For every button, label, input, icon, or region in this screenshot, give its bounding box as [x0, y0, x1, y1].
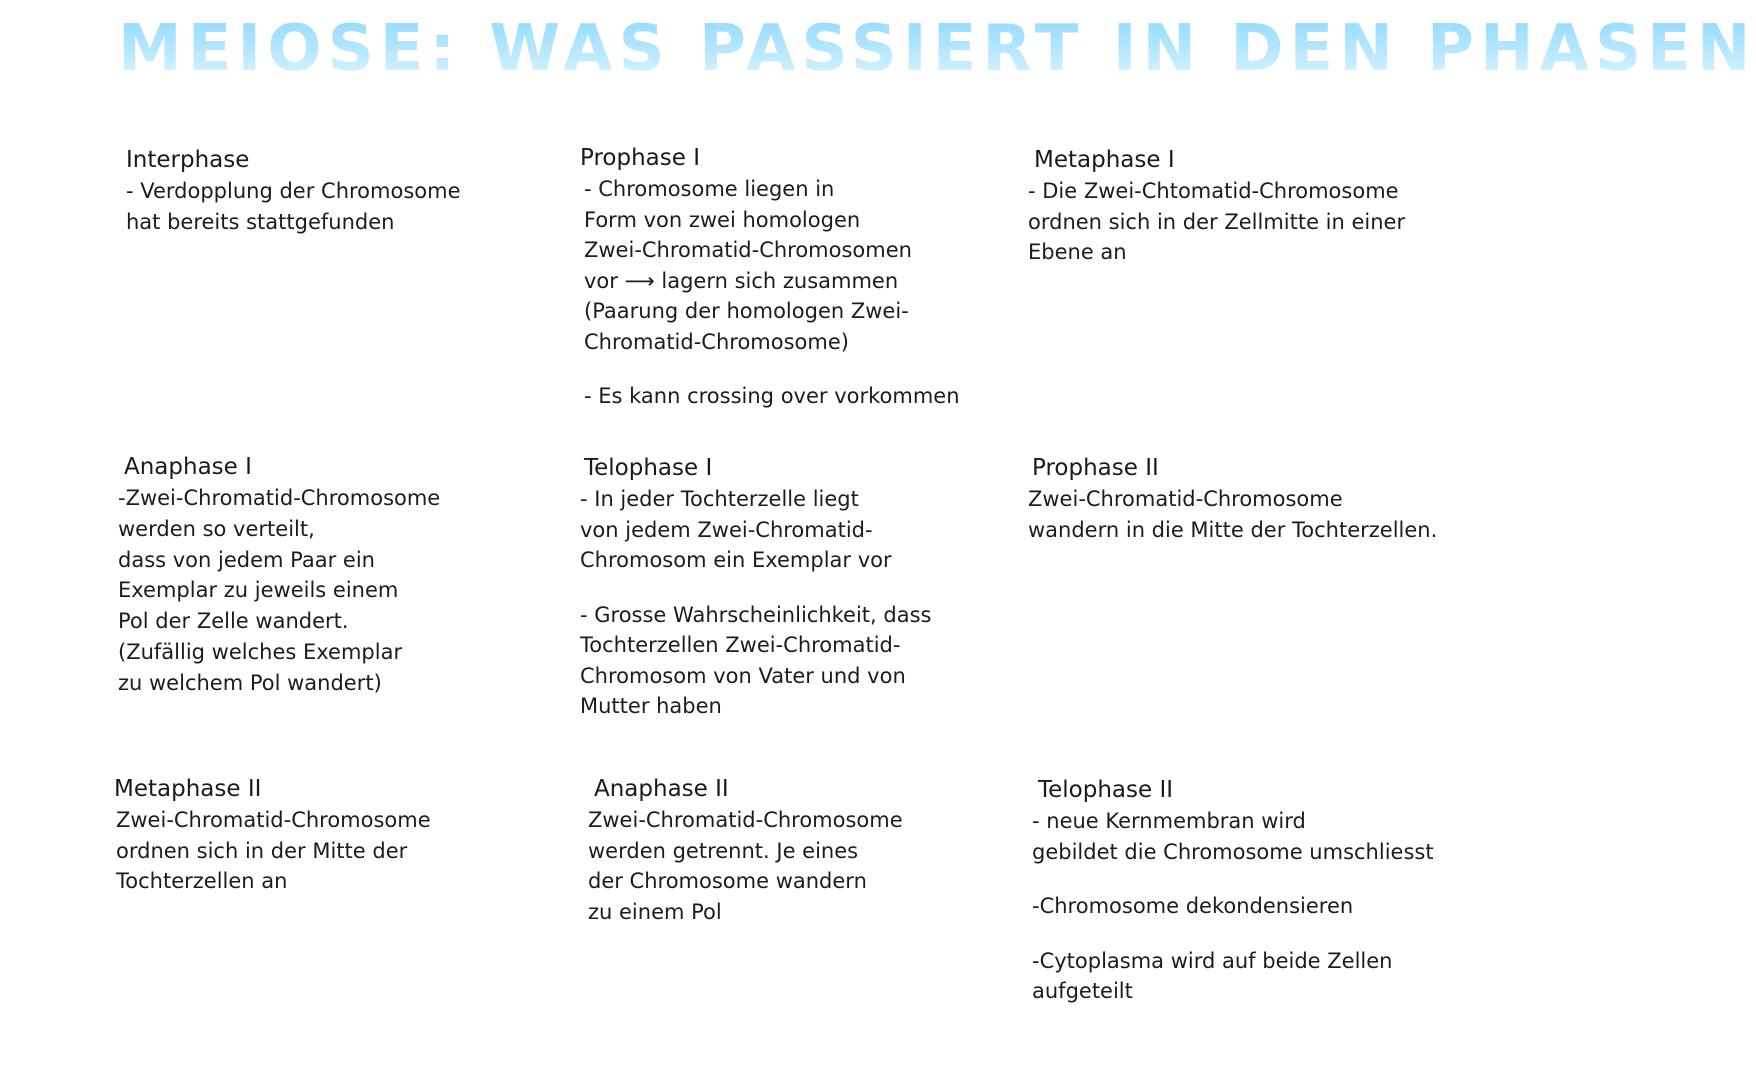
phase-description: -Cytoplasma wird auf beide Zellen aufgeteilt: [1032, 948, 1393, 1003]
phase-description: - Die Zwei-Chtomatid-Chromosome ordnen sich in der Zellmitte in einer Ebene an: [1028, 179, 1406, 264]
phase-description: - Grosse Wahrscheinlichkeit, dass Tochterzellen Zwei-Chromatid- Chromosom von Vater und von Mutter haben: [580, 602, 932, 718]
phase-description: Zwei-Chromatid-Chromosome ordnen sich in der Mitte der Tochterzellen an: [116, 808, 431, 893]
section-interphase: [108, 146, 568, 237]
phase-heading: Telophase I: [566, 454, 730, 482]
phase-description: - In jeder Tochterzelle liegt von jedem Zwei-Chromatid- Chromosom ein Exemplar vor: [580, 487, 892, 572]
section-prophase-2: [1014, 454, 1474, 545]
phase-heading: Prophase I: [562, 144, 718, 172]
section-telophase-1: [566, 454, 1026, 722]
phase-description: - Verdopplung der Chromosome hat bereits stattgefunden: [126, 179, 461, 234]
page-title: MEIOSE: WAS PASSIERT IN DEN PHASEN: [118, 12, 1756, 86]
section-anaphase-2: [576, 775, 1036, 927]
section-telophase-2: [1020, 776, 1480, 1007]
phase-description: -Chromosome dekondensieren: [1032, 894, 1354, 918]
section-prophase-1: [562, 144, 1022, 412]
phase-heading: Prophase II: [1014, 454, 1177, 482]
phase-heading: Anaphase I: [106, 453, 270, 481]
phase-heading: Metaphase I: [1016, 146, 1193, 174]
phase-description: - Chromosome liegen in Form von zwei homologen Zwei-Chromatid-Chromosomen vor ⟶ lagern sich zusammen (Paarung der homologen Zwei- Chromatid-Chromosome): [584, 177, 912, 354]
section-metaphase-1: [1016, 146, 1476, 268]
phase-description: -Zwei-Chromatid-Chromosome werden so verteilt, dass von jedem Paar ein Exemplar zu jeweils einem Pol der Zelle wandert. (Zufällig welches Exemplar zu welchem Pol wandert): [118, 486, 441, 695]
phase-description: Zwei-Chromatid-Chromosome werden getrennt. Je eines der Chromosome wandern zu einem Pol: [588, 808, 903, 924]
phase-description: - Es kann crossing over vorkommen: [584, 384, 960, 408]
phase-heading: Telophase II: [1020, 776, 1191, 804]
phase-description: - neue Kernmembran wird gebildet die Chromosome umschliesst: [1032, 809, 1434, 864]
phase-heading: Metaphase II: [96, 775, 279, 803]
phase-heading: Interphase: [108, 146, 267, 174]
phase-heading: Anaphase II: [576, 775, 747, 803]
section-anaphase-1: [106, 453, 566, 699]
section-metaphase-2: [96, 775, 556, 897]
phase-description: Zwei-Chromatid-Chromosome wandern in die Mitte der Tochterzellen.: [1028, 487, 1438, 542]
